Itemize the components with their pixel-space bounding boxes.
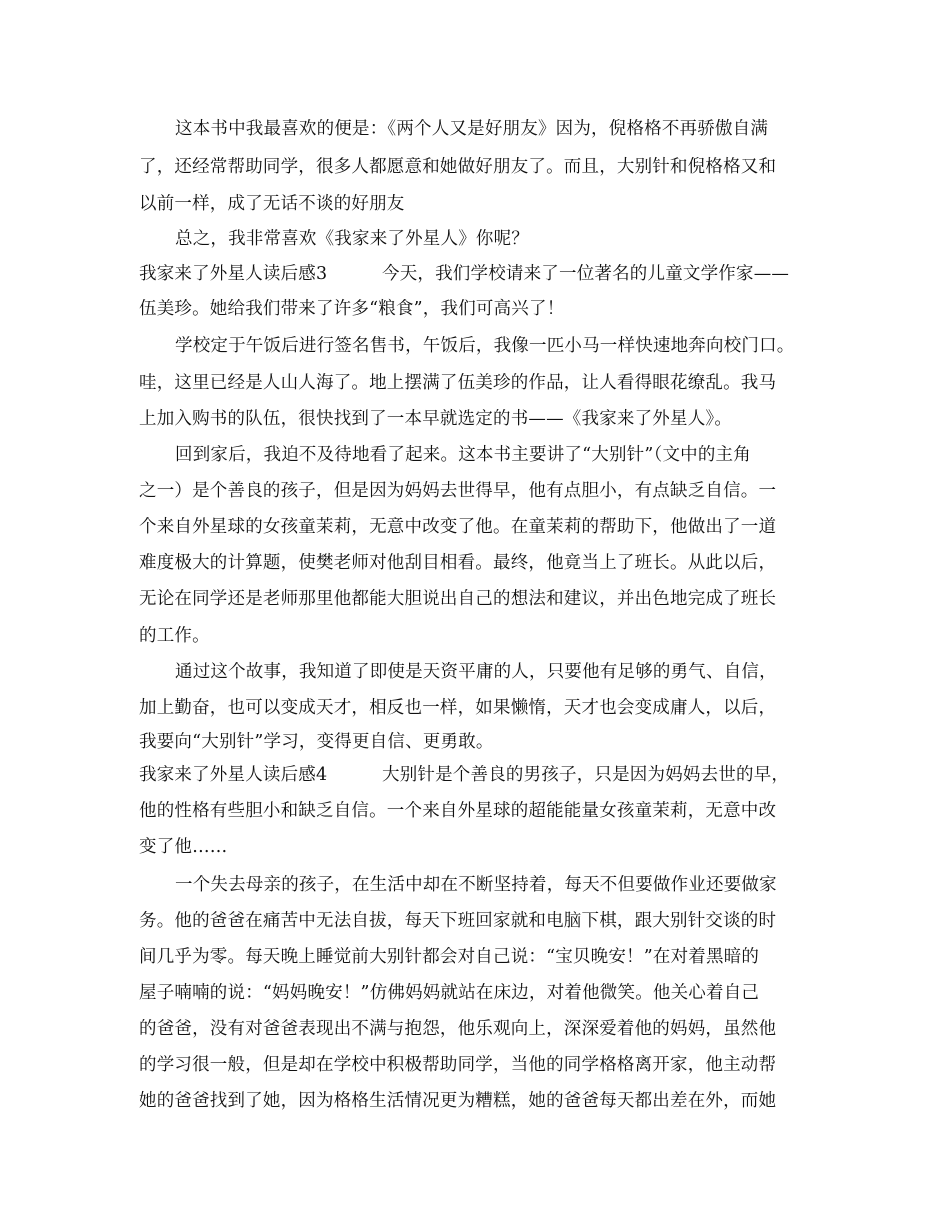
line-text: 了，还经常帮助同学，很多人都愿意和她做好朋友了。而且，大别针和倪格格又和 <box>139 157 777 177</box>
line-text: 一个失去母亲的孩子，在生活中却在不断坚持着，每天不但要做作业还要做家 <box>175 875 777 895</box>
line-text: 总之，我非常喜欢《我家来了外星人》你呢？ <box>175 229 529 249</box>
line-text: 他的性格有些胆小和缺乏自信。一个来自外星球的超能能量女孩童茉莉，无意中改 <box>139 801 777 821</box>
text-line <box>0 727 950 757</box>
text-line <box>0 657 950 687</box>
line-text: 之一）是个善良的孩子，但是因为妈妈去世得早，他有点胆小，有点缺乏自信。一 <box>139 481 777 501</box>
line-text: 上加入购书的队伍，很快找到了一本早就选定的书——《我家来了外星人》。 <box>139 409 733 429</box>
section-heading: 我家来了外星人读后感4 <box>139 765 328 785</box>
text-line <box>0 259 950 289</box>
line-text: 她的爸爸找到了她，因为格格生活情况更为糟糕，她的爸爸每天都出差在外，而她 <box>139 1091 777 1111</box>
text-line <box>0 331 950 361</box>
text-line <box>0 1050 950 1080</box>
line-text: 学校定于午饭后进行签名售书，午饭后，我像一匹小马一样快速地奔向校门口。 <box>175 336 795 356</box>
text-line <box>0 152 950 182</box>
text-line <box>0 870 950 900</box>
text-line <box>0 114 950 144</box>
line-text: 我要向“大别针”学习，变得更自信、更勇敢。 <box>139 732 494 752</box>
line-text: 的爸爸，没有对爸爸表现出不满与抱怨，他乐观向上，深深爱着他的妈妈，虽然他 <box>139 1019 777 1039</box>
line-text: 大别针是个善良的男孩子，只是因为妈妈去世的早， <box>382 765 790 785</box>
line-text: 哇，这里已经是人山人海了。地上摆满了伍美珍的作品，让人看得眼花缭乱。我马 <box>139 373 777 393</box>
line-text: 这本书中我最喜欢的便是：《两个人又是好朋友》因为，倪格格不再骄傲自满 <box>175 119 769 139</box>
section-heading: 我家来了外星人读后感3 <box>139 264 328 284</box>
text-line <box>0 476 950 506</box>
line-text: 加上勤奋，也可以变成天才，相反也一样，如果懒惰，天才也会变成庸人，以后， <box>139 698 777 718</box>
text-line <box>0 224 950 254</box>
line-text: 回到家后，我迫不及待地看了起来。这本书主要讲了“大别针”（文中的主角 <box>175 445 751 465</box>
line-text: 务。他的爸爸在痛苦中无法自拔，每天下班回家就和电脑下棋，跟大别针交谈的时 <box>139 911 777 931</box>
line-text: 变了他…… <box>139 837 228 857</box>
text-line <box>0 693 950 723</box>
text-line <box>0 942 950 972</box>
line-text: 今天，我们学校请来了一位著名的儿童文学作家—— <box>382 264 790 284</box>
text-line <box>0 1086 950 1116</box>
text-line <box>0 548 950 578</box>
line-text: 通过这个故事，我知道了即使是天资平庸的人，只要他有足够的勇气、自信， <box>175 662 777 682</box>
line-text: 伍美珍。她给我们带来了许多“粮食”，我们可高兴了！ <box>139 299 565 319</box>
line-text: 的工作。 <box>139 626 210 646</box>
text-line <box>0 440 950 470</box>
text-line <box>0 512 950 542</box>
line-text: 间几乎为零。每天晚上睡觉前大别针都会对自己说：“宝贝晚安！”在对着黑暗的 <box>139 947 760 967</box>
line-text: 屋子喃喃的说：“妈妈晚安！”仿佛妈妈就站在床边，对着他微笑。他关心着自己 <box>139 983 760 1003</box>
text-line <box>0 796 950 826</box>
text-line <box>0 584 950 614</box>
text-line <box>0 368 950 398</box>
text-line <box>0 832 950 862</box>
text-line <box>0 294 950 324</box>
line-text: 的学习很一般，但是却在学校中积极帮助同学，当他的同学格格离开家，他主动帮 <box>139 1055 777 1075</box>
text-line <box>0 189 950 219</box>
line-text: 难度极大的计算题，使樊老师对他刮目相看。最终，他竟当上了班长。从此以后， <box>139 553 777 573</box>
text-line <box>0 760 950 790</box>
text-line <box>0 404 950 434</box>
text-line <box>0 1014 950 1044</box>
line-text: 无论在同学还是老师那里他都能大胆说出自己的想法和建议，并出色地完成了班长 <box>139 589 777 609</box>
line-text: 以前一样，成了无话不谈的好朋友 <box>139 194 405 214</box>
text-line <box>0 621 950 651</box>
line-text: 个来自外星球的女孩童茉莉，无意中改变了他。在童茉莉的帮助下，他做出了一道 <box>139 517 777 537</box>
text-line <box>0 906 950 936</box>
text-line <box>0 978 950 1008</box>
